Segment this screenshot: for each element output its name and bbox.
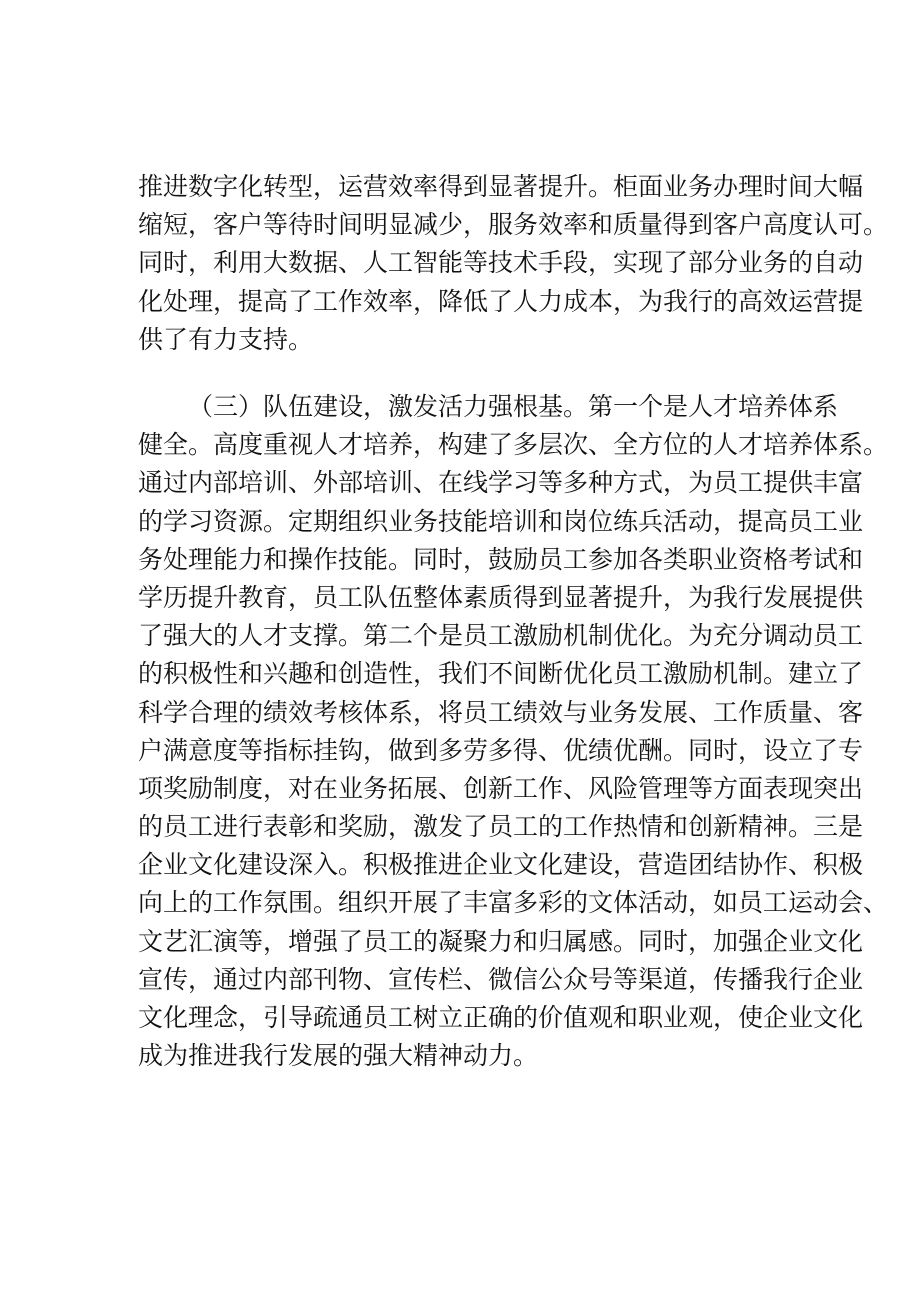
paragraph-line: 文艺汇演等，增强了员工的凝聚力和归属感。同时，加强企业文化 bbox=[138, 926, 864, 956]
paragraph-line: 项奖励制度，对在业务拓展、创新工作、风险管理等方面表现突出 bbox=[138, 773, 864, 803]
paragraph-line: 宣传，通过内部刊物、宣传栏、微信公众号等渠道，传播我行企业 bbox=[138, 964, 864, 994]
paragraph-digital-transformation bbox=[138, 168, 889, 359]
paragraph-line: 的学习资源。定期组织业务技能培训和岗位练兵活动，提高员工业 bbox=[138, 506, 864, 536]
paragraph-line: 了强大的人才支撑。第二个是员工激励机制优化。为充分调动员工 bbox=[138, 621, 864, 651]
paragraph-line: 同时，利用大数据、人工智能等技术手段，实现了部分业务的自动 bbox=[138, 248, 864, 278]
paragraph-line: 供了有力支持。 bbox=[138, 324, 314, 354]
paragraph-line: 户满意度等指标挂钩，做到多劳多得、优绩优酬。同时，设立了专 bbox=[138, 735, 864, 765]
paragraph-line: 学历提升教育，员工队伍整体素质得到显著提升，为我行发展提供 bbox=[138, 582, 864, 612]
paragraph-line: 通过内部培训、外部培训、在线学习等多种方式，为员工提供丰富 bbox=[138, 468, 864, 498]
section-heading-line: （三）队伍建设，激发活力强根基。第一个是人才培养体系 bbox=[188, 392, 839, 421]
paragraph-line: 企业文化建设深入。积极推进企业文化建设，营造团结协作、积极 bbox=[138, 850, 864, 880]
paragraph-team-building bbox=[138, 388, 889, 1075]
paragraph-line: 向上的工作氛围。组织开展了丰富多彩的文体活动，如员工运动会、 bbox=[138, 888, 889, 918]
paragraph-line: 文化理念，引导疏通员工树立正确的价值观和职业观，使企业文化 bbox=[138, 1003, 864, 1032]
paragraph-line: 化处理，提高了工作效率，降低了人力成本，为我行的高效运营提 bbox=[138, 286, 864, 316]
paragraph-line: 科学合理的绩效考核体系，将员工绩效与业务发展、工作质量、客 bbox=[138, 697, 864, 727]
paragraph-line: 的员工进行表彰和奖励，激发了员工的工作热情和创新精神。三是 bbox=[138, 812, 864, 842]
paragraph-line: 的积极性和兴趣和创造性，我们不间断优化员工激励机制。建立了 bbox=[138, 659, 864, 689]
paragraph-line: 推进数字化转型，运营效率得到显著提升。柜面业务办理时间大幅 bbox=[138, 172, 864, 201]
paragraph-line: 成为推进我行发展的强大精神动力。 bbox=[138, 1041, 539, 1071]
paragraph-line: 健全。高度重视人才培养，构建了多层次、全方位的人才培养体系。 bbox=[138, 430, 889, 460]
paragraph-line: 务处理能力和操作技能。同时，鼓励员工参加各类职业资格考试和 bbox=[138, 544, 864, 574]
paragraph-line: 缩短，客户等待时间明显减少，服务效率和质量得到客户高度认可。 bbox=[138, 210, 889, 240]
